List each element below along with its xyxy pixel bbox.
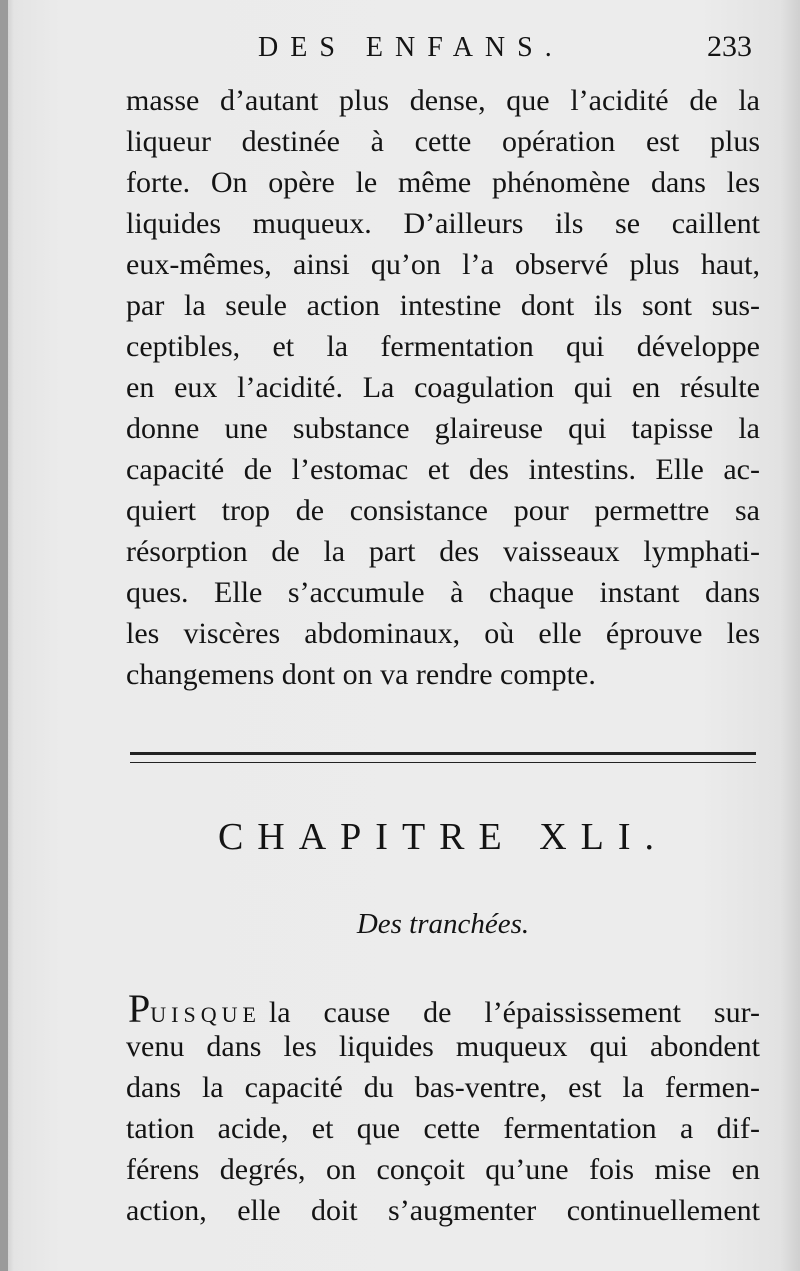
first-line-rest: la cause de l’épaississement sur-	[268, 996, 760, 1029]
text-line: par la seule action intestine dont ils sont sus-	[126, 289, 760, 322]
text-line: forte. On opère le même phénomène dans les	[126, 166, 760, 199]
text-line: venu dans les liquides muqueux qui abondent	[126, 1030, 760, 1063]
text-line: action, elle doit s’augmenter continuellement	[126, 1194, 760, 1227]
text-line: résorption de la part des vaisseaux lymphati-	[126, 535, 760, 568]
text-line: capacité de l’estomac et des intestins. Elle ac-	[126, 453, 760, 486]
text-line: eux-mêmes, ainsi qu’on l’a observé plus haut,	[126, 248, 760, 281]
running-head: DES ENFANS.	[258, 32, 564, 63]
text-line: donne une substance glaireuse qui tapisse la	[126, 412, 760, 445]
chapter-subtitle: Des tranchées.	[356, 908, 530, 940]
text-line: férens degrés, on conçoit qu’une fois mise en	[126, 1153, 760, 1186]
drop-cap: P	[128, 986, 151, 1031]
text-line: changemens dont on va rendre compte.	[126, 658, 596, 691]
text-line: liquides muqueux. D’ailleurs ils se caillent	[126, 207, 760, 240]
text-line: ques. Elle s’accumule à chaque instant dans	[126, 576, 760, 609]
text-line: quiert trop de consistance pour permettre sa	[126, 494, 760, 527]
text-line: dans la capacité du bas-ventre, est la fermen-	[126, 1071, 760, 1104]
chapter-rule-thin	[130, 762, 756, 763]
text-line: liqueur destinée à cette opération est plus	[126, 125, 760, 158]
text-line: masse d’autant plus dense, que l’acidité de la	[126, 84, 760, 117]
page-number: 233	[707, 30, 752, 63]
small-caps-word: UISQUE	[150, 1002, 261, 1027]
book-spine-shadow	[0, 0, 8, 1271]
chapter-title: CHAPITRE XLI.	[217, 816, 669, 858]
chapter-rule-thick	[130, 752, 756, 755]
text-line: en eux l’acidité. La coagulation qui en résulte	[126, 371, 760, 404]
text-line: tation acide, et que cette fermentation a dif-	[126, 1112, 760, 1145]
text-line: ceptibles, et la fermentation qui développe	[126, 330, 760, 363]
chapter-first-line	[128, 985, 760, 1031]
text-line: les viscères abdominaux, où elle éprouve les	[126, 617, 760, 650]
